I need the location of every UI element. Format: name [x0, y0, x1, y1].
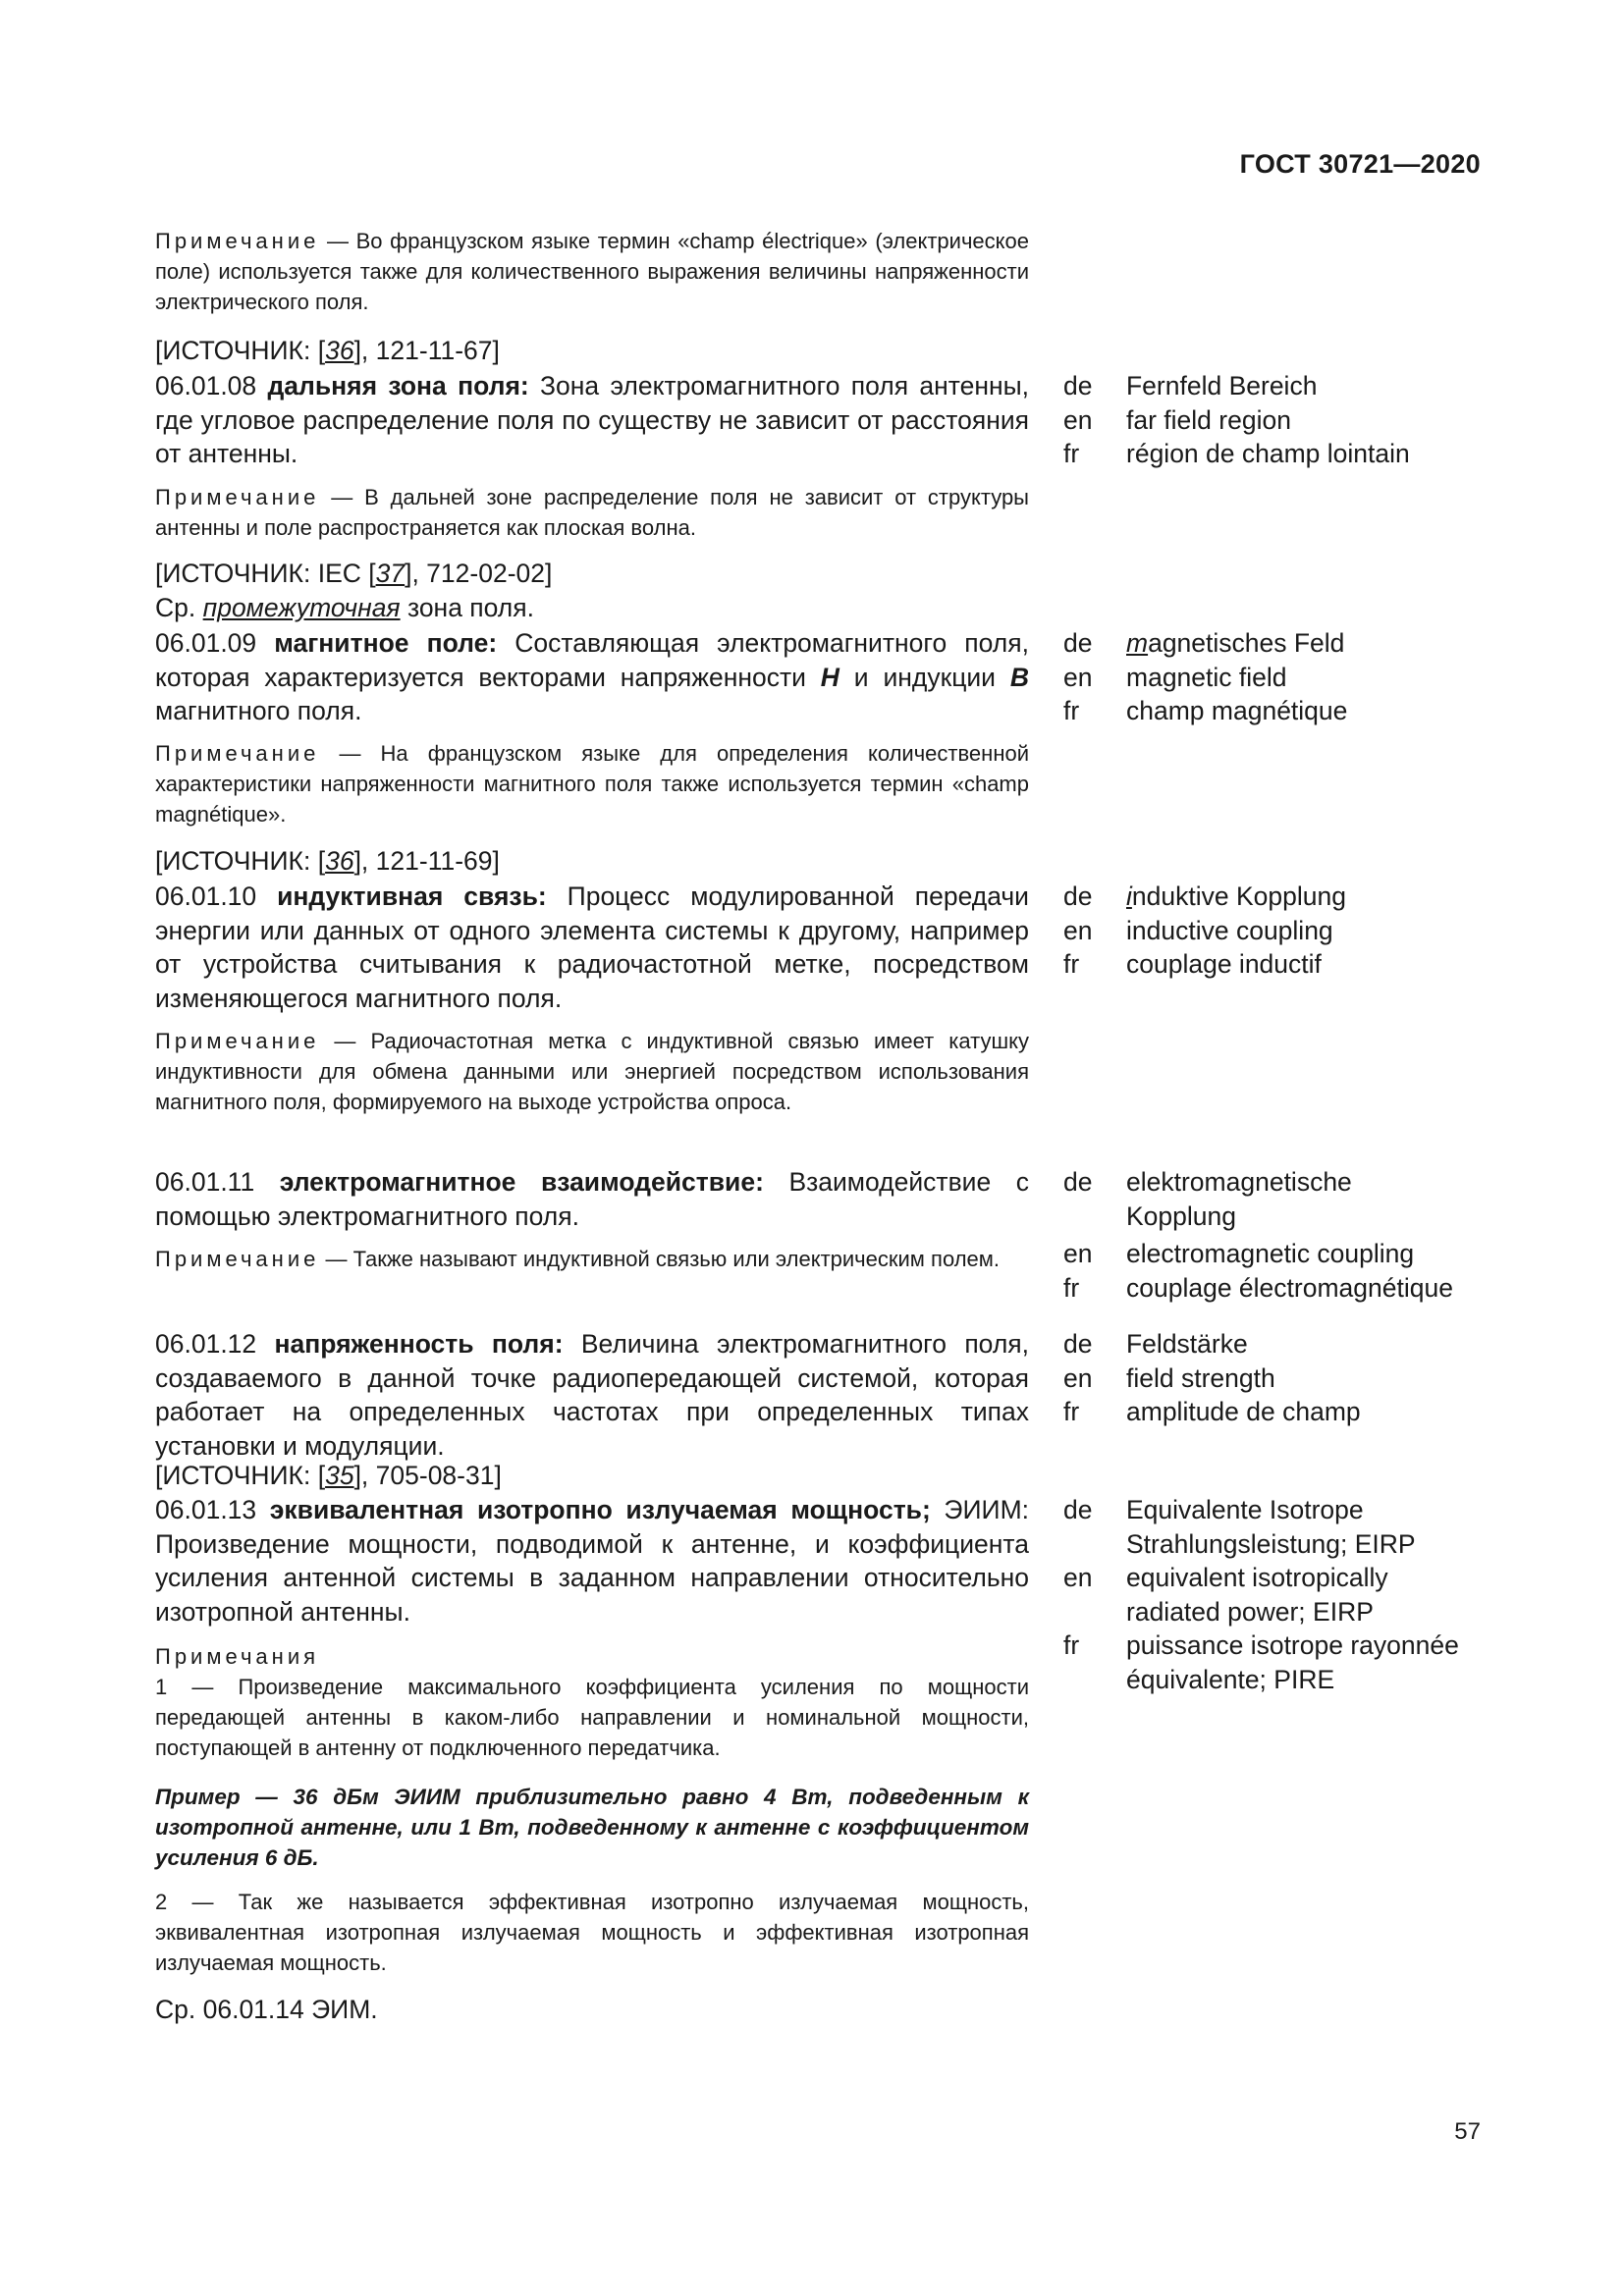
- source-ref-1: [ИСТОЧНИК: [36], 121-11-67]: [155, 336, 500, 365]
- term-name: эквивалентная изотропно излучаемая мощность;: [269, 1495, 931, 1524]
- term-entry-06-01-13: 06.01.13 эквивалентная изотропно излучаемая мощность; ЭИИМ: Произведение мощности, подводимой к антенне, и коэффициента усиления антенной системы в заданном направлении относительно изотропной антенны.: [155, 1495, 1029, 1627]
- bibliography-link[interactable]: 36: [325, 336, 354, 365]
- translations-06-01-09: de magnetisches Feld en magnetic field fr champ magnétique: [1063, 628, 1348, 725]
- term-entry-06-01-08: 06.01.08 дальняя зона поля: Зона электромагнитного поля антенны, где угловое распределение поля по существу не зависит от расстояния от антенны.: [155, 371, 1029, 468]
- term-entry-06-01-12: 06.01.12 напряженность поля: Величина электромагнитного поля, создаваемого в данной точке радиопередающей системой, которая работает на определенных частотах при определенных типах установки и модуляции.: [155, 1329, 1029, 1461]
- term-name: напряженность поля:: [274, 1329, 564, 1359]
- notes-label: Примечания: [155, 1644, 320, 1669]
- term-name: магнитное поле:: [274, 628, 498, 658]
- bibliography-link[interactable]: 37: [375, 559, 406, 588]
- page-number: 57: [1454, 2118, 1481, 2145]
- term-entry-06-01-09: 06.01.09 магнитное поле: Составляющая электромагнитного поля, которая характеризуется векторами напряженности H и индукции B магнитного поля.: [155, 628, 1029, 725]
- translations-06-01-10: de induktive Kopplung en inductive coupling fr couplage inductif: [1063, 881, 1346, 979]
- bibliography-link[interactable]: 35: [325, 1461, 354, 1490]
- term-name: электромагнитное взаимодействие:: [279, 1167, 764, 1197]
- note-0809: Примечание — На французском языке для определения количественной характеристики напряженности магнитного поля также используется термин «champ magnétique».: [155, 741, 1029, 827]
- cross-reference-2: Ср. 06.01.14 ЭИМ.: [155, 1995, 378, 2024]
- term-entry-06-01-10: 06.01.10 индуктивная связь: Процесс модулированной передачи энергии или данных от одного элемента системы к другому, например от устройства считывания к радиочастотной метке, посредством изменяющегося магнитного поля.: [155, 881, 1029, 1013]
- source-ref-3: [ИСТОЧНИК: [36], 121-11-69]: [155, 846, 500, 876]
- translations-06-01-12: de Feldstärke en field strength fr amplitude de champ: [1063, 1329, 1361, 1426]
- term-name: индуктивная связь:: [277, 881, 547, 911]
- cross-reference: Ср. промежуточная зона поля.: [155, 593, 534, 622]
- term-name: дальняя зона поля:: [267, 371, 529, 400]
- translations-06-01-13: de Equivalente Isotrope Strahlungsleistung; EIRP en equivalent isotropically radiated power; EIRP fr puissance isotrope rayonnée équivalente; PIRE: [1063, 1495, 1459, 1694]
- note-item-2: 2 — Так же называется эффективная изотропно излучаемая мощность, эквивалентная изотропная излучаемая мощность и эффективная изотропная излучаемая мощность.: [155, 1890, 1029, 1975]
- note-item-1: 1 — Произведение максимального коэффициента усиления по мощности передающей антенны в каком-либо направлении и номинальной мощности, поступающей в антенну от подключенного передатчика.: [155, 1675, 1029, 1760]
- term-entry-06-01-11: 06.01.11 электромагнитное взаимодействие: Взаимодействие с помощью электромагнитного поля.: [155, 1167, 1029, 1231]
- translations-06-01-11: de elektromagnetische Kopplung en electromagnetic coupling fr couplage électromagnétique: [1063, 1167, 1453, 1303]
- note-0808: Примечание — В дальней зоне распределение поля не зависит от структуры антенны и поле распространяется как плоская волна.: [155, 485, 1029, 540]
- note-label: Примечание: [155, 229, 320, 253]
- cross-reference-link[interactable]: промежуточная: [202, 593, 401, 622]
- notes-0813: [155, 1641, 1029, 1763]
- bibliography-link[interactable]: 36: [325, 846, 354, 876]
- source-ref-2: [ИСТОЧНИК: IEC [37], 712-02-02]: [155, 559, 553, 588]
- note-0810: Примечание — Радиочастотная метка с индуктивной связью имеет катушку индуктивности для обмена данными или энергией посредством использования магнитного поля, формируемого на выходе устройства опроса.: [155, 1029, 1029, 1114]
- translations-06-01-08: de Fernfeld Bereich en far field region fr région de champ lointain: [1063, 371, 1410, 468]
- note-0811: Примечание — Также называют индуктивной связью или электрическим полем.: [155, 1247, 1001, 1271]
- document-code: ГОСТ 30721—2020: [1239, 149, 1481, 179]
- example: Пример — 36 дБм ЭИИМ приблизительно равно 4 Вт, подведенным к изотропной антенне, или 1 Вт, подведенному к антенне с коэффициентом усиления 6 дБ.: [155, 1785, 1029, 1870]
- source-ref-4: [ИСТОЧНИК: [35], 705-08-31]: [155, 1461, 502, 1490]
- note-0: Примечание — Во французском языке термин «champ électrique» (электрическое поле) используется также для количественного выражения величины напряженности электрического поля.: [155, 229, 1029, 314]
